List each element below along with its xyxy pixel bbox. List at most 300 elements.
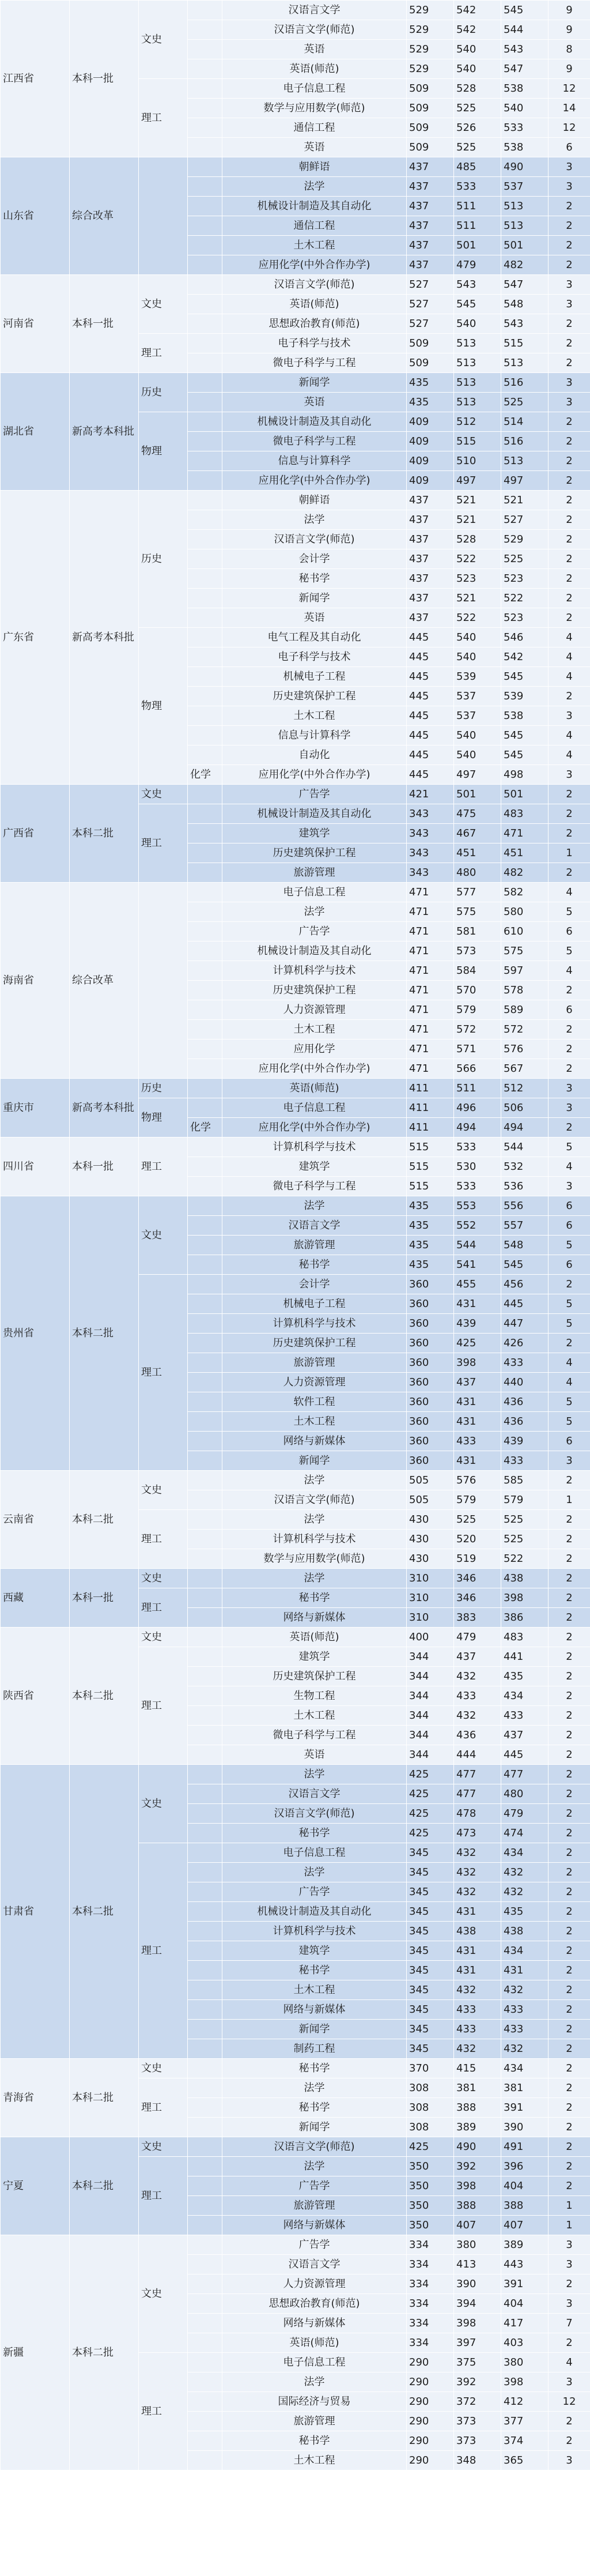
subject-cell (188, 1804, 222, 1824)
max-score-cell: 432 (501, 1863, 549, 1882)
min-score-cell: 521 (454, 510, 501, 530)
batch-line-cell: 505 (407, 1490, 454, 1510)
batch-line-cell: 425 (407, 1804, 454, 1824)
subject-cell (188, 2039, 222, 2059)
max-score-cell: 538 (501, 79, 549, 99)
count-cell: 2 (549, 314, 590, 334)
subject-cell (188, 843, 222, 863)
batch-line-cell: 360 (407, 1392, 454, 1412)
min-score-cell: 431 (454, 1392, 501, 1412)
count-cell: 2 (549, 589, 590, 608)
min-score-cell: 431 (454, 1941, 501, 1961)
batch-line-cell: 471 (407, 981, 454, 1000)
min-score-cell: 437 (454, 1373, 501, 1392)
count-cell: 3 (549, 1098, 590, 1118)
major-cell: 电气工程及其自动化 (222, 628, 407, 647)
subject-cell (188, 2412, 222, 2431)
batch-line-cell: 345 (407, 1882, 454, 1902)
major-cell: 数学与应用数学(师范) (222, 99, 407, 118)
subject-cell (188, 1138, 222, 1157)
min-score-cell: 479 (454, 1628, 501, 1647)
max-score-cell: 443 (501, 2255, 549, 2274)
min-score-cell: 394 (454, 2294, 501, 2314)
max-score-cell: 438 (501, 1922, 549, 1941)
subject-cell (188, 1647, 222, 1667)
major-cell: 机械设计制造及其自动化 (222, 197, 407, 216)
count-cell: 2 (549, 1765, 590, 1784)
subject-cell (188, 2216, 222, 2235)
province-cell: 重庆市 (1, 1079, 70, 1138)
count-cell: 2 (549, 1902, 590, 1922)
min-score-cell: 479 (454, 255, 501, 275)
max-score-cell: 434 (501, 1941, 549, 1961)
major-cell: 英语 (222, 608, 407, 628)
major-cell: 电子科学与技术 (222, 647, 407, 667)
batch-line-cell: 435 (407, 393, 454, 412)
subject-cell (188, 1432, 222, 1451)
count-cell: 2 (549, 1588, 590, 1608)
major-cell: 法学 (222, 1196, 407, 1216)
max-score-cell: 497 (501, 471, 549, 491)
batch-line-cell: 345 (407, 1922, 454, 1941)
max-score-cell: 501 (501, 236, 549, 255)
subject-cell (188, 1177, 222, 1196)
min-score-cell: 537 (454, 706, 501, 726)
major-cell: 新闻学 (222, 2118, 407, 2137)
table-row (1, 373, 590, 393)
max-score-cell: 440 (501, 1373, 549, 1392)
batch-line-cell: 308 (407, 2118, 454, 2137)
min-score-cell: 388 (454, 2196, 501, 2216)
major-cell: 人力资源管理 (222, 1373, 407, 1392)
batch-line-cell: 509 (407, 138, 454, 157)
batch-line-cell: 345 (407, 2000, 454, 2020)
max-score-cell: 434 (501, 1843, 549, 1863)
batch-line-cell: 425 (407, 1765, 454, 1784)
major-cell: 网络与新媒体 (222, 1608, 407, 1628)
subject-cell (188, 118, 222, 138)
batch-cell: 本科一批 (70, 275, 139, 373)
batch-line-cell: 360 (407, 1294, 454, 1314)
major-cell: 网络与新媒体 (222, 1432, 407, 1451)
batch-line-cell: 425 (407, 1784, 454, 1804)
count-cell: 2 (549, 197, 590, 216)
count-cell: 4 (549, 1157, 590, 1177)
count-cell: 2 (549, 1040, 590, 1059)
max-score-cell: 575 (501, 941, 549, 961)
min-score-cell: 571 (454, 1040, 501, 1059)
min-score-cell: 572 (454, 1020, 501, 1040)
max-score-cell: 471 (501, 824, 549, 843)
major-cell: 计算机科学与技术 (222, 1922, 407, 1941)
batch-line-cell: 437 (407, 510, 454, 530)
table-row (1, 1765, 590, 1784)
major-cell: 应用化学(中外合作办学) (222, 255, 407, 275)
max-score-cell: 579 (501, 1490, 549, 1510)
batch-line-cell: 437 (407, 177, 454, 197)
province-cell: 云南省 (1, 1471, 70, 1569)
batch-line-cell: 471 (407, 961, 454, 981)
count-cell: 2 (549, 2431, 590, 2451)
count-cell: 2 (549, 1020, 590, 1040)
subject-cell (188, 216, 222, 236)
major-cell: 法学 (222, 902, 407, 922)
subject-cell (188, 1098, 222, 1118)
batch-line-cell: 360 (407, 1373, 454, 1392)
batch-line-cell: 334 (407, 2274, 454, 2294)
batch-line-cell: 345 (407, 1843, 454, 1863)
min-score-cell: 373 (454, 2412, 501, 2431)
max-score-cell: 381 (501, 2078, 549, 2098)
major-cell: 新闻学 (222, 1451, 407, 1471)
max-score-cell: 479 (501, 1804, 549, 1824)
max-score-cell: 537 (501, 177, 549, 197)
major-cell: 机械设计制造及其自动化 (222, 412, 407, 432)
batch-line-cell: 343 (407, 824, 454, 843)
subject-cell (188, 2157, 222, 2176)
count-cell: 2 (549, 804, 590, 824)
batch-line-cell: 445 (407, 706, 454, 726)
count-cell: 4 (549, 1373, 590, 1392)
count-cell: 3 (549, 373, 590, 393)
count-cell: 4 (549, 961, 590, 981)
major-cell: 英语(师范) (222, 1079, 407, 1098)
batch-line-cell: 360 (407, 1275, 454, 1294)
count-cell: 2 (549, 2098, 590, 2118)
count-cell: 2 (549, 2157, 590, 2176)
subject-cell (188, 902, 222, 922)
subject-cell (188, 471, 222, 491)
batch-line-cell: 400 (407, 1628, 454, 1647)
major-cell: 微电子科学与工程 (222, 1726, 407, 1745)
count-cell: 1 (549, 843, 590, 863)
major-cell: 人力资源管理 (222, 2274, 407, 2294)
subject-cell (188, 177, 222, 197)
subject-cell (188, 1784, 222, 1804)
major-cell: 微电子科学与工程 (222, 1177, 407, 1196)
track-cell: 理工 (139, 1275, 188, 1471)
min-score-cell: 584 (454, 961, 501, 981)
subject-cell (188, 2098, 222, 2118)
major-cell: 英语(师范) (222, 295, 407, 314)
major-cell: 微电子科学与工程 (222, 353, 407, 373)
major-cell: 网络与新媒体 (222, 2216, 407, 2235)
batch-line-cell: 421 (407, 785, 454, 804)
batch-line-cell: 344 (407, 1647, 454, 1667)
subject-cell (188, 314, 222, 334)
max-score-cell: 494 (501, 1118, 549, 1138)
batch-line-cell: 471 (407, 1059, 454, 1079)
subject-cell (188, 1157, 222, 1177)
subject-cell (188, 20, 222, 40)
min-score-cell: 511 (454, 216, 501, 236)
batch-line-cell: 425 (407, 2137, 454, 2157)
count-cell: 3 (549, 706, 590, 726)
min-score-cell: 431 (454, 1451, 501, 1471)
major-cell: 电子信息工程 (222, 883, 407, 902)
count-cell: 2 (549, 2078, 590, 2098)
subject-cell (188, 1706, 222, 1726)
subject-cell (188, 1216, 222, 1236)
min-score-cell: 437 (454, 1647, 501, 1667)
min-score-cell: 515 (454, 432, 501, 451)
major-cell: 汉语言文学 (222, 2255, 407, 2274)
major-cell: 应用化学(中外合作办学) (222, 1118, 407, 1138)
major-cell: 广告学 (222, 1882, 407, 1902)
max-score-cell: 432 (501, 1980, 549, 2000)
min-score-cell: 432 (454, 1667, 501, 1686)
major-cell: 土木工程 (222, 1020, 407, 1040)
track-cell: 文史 (139, 1569, 188, 1588)
batch-cell: 本科二批 (70, 2059, 139, 2137)
count-cell: 2 (549, 1863, 590, 1882)
batch-line-cell: 345 (407, 2020, 454, 2039)
table-row (1, 2137, 590, 2157)
min-score-cell: 521 (454, 589, 501, 608)
count-cell: 2 (549, 569, 590, 589)
batch-line-cell: 345 (407, 1980, 454, 2000)
count-cell: 2 (549, 824, 590, 843)
max-score-cell: 390 (501, 2118, 549, 2137)
batch-line-cell: 435 (407, 1236, 454, 1255)
max-score-cell: 545 (501, 1255, 549, 1275)
batch-line-cell: 334 (407, 2255, 454, 2274)
subject-cell (188, 2255, 222, 2274)
province-cell: 广西省 (1, 785, 70, 883)
min-score-cell: 533 (454, 1177, 501, 1196)
max-score-cell: 513 (501, 451, 549, 471)
subject-cell (188, 1863, 222, 1882)
subject-cell (188, 1549, 222, 1569)
min-score-cell: 392 (454, 2372, 501, 2392)
max-score-cell: 480 (501, 1784, 549, 1804)
max-score-cell: 522 (501, 589, 549, 608)
count-cell: 5 (549, 1392, 590, 1412)
batch-line-cell: 435 (407, 1255, 454, 1275)
batch-line-cell: 445 (407, 628, 454, 647)
count-cell: 2 (549, 412, 590, 432)
subject-cell (188, 549, 222, 569)
major-cell: 机械设计制造及其自动化 (222, 804, 407, 824)
batch-cell: 本科二批 (70, 1471, 139, 1569)
subject-cell (188, 726, 222, 745)
count-cell: 2 (549, 1647, 590, 1667)
min-score-cell: 539 (454, 667, 501, 687)
count-cell: 2 (549, 1745, 590, 1765)
batch-line-cell: 308 (407, 2078, 454, 2098)
max-score-cell: 388 (501, 2196, 549, 2216)
count-cell: 2 (549, 2020, 590, 2039)
max-score-cell: 506 (501, 1098, 549, 1118)
min-score-cell: 525 (454, 1510, 501, 1530)
count-cell: 2 (549, 334, 590, 353)
count-cell: 2 (549, 2274, 590, 2294)
min-score-cell: 526 (454, 118, 501, 138)
max-score-cell: 386 (501, 1608, 549, 1628)
max-score-cell: 380 (501, 2353, 549, 2372)
max-score-cell: 546 (501, 628, 549, 647)
province-cell: 河南省 (1, 275, 70, 373)
min-score-cell: 477 (454, 1765, 501, 1784)
batch-line-cell: 437 (407, 491, 454, 510)
subject-cell (188, 99, 222, 118)
subject-cell (188, 2314, 222, 2333)
count-cell: 3 (549, 2451, 590, 2470)
major-cell: 法学 (222, 2372, 407, 2392)
subject-cell (188, 412, 222, 432)
table-row (1, 275, 590, 295)
subject-cell (188, 1392, 222, 1412)
major-cell: 法学 (222, 1569, 407, 1588)
major-cell: 秘书学 (222, 2059, 407, 2078)
subject-cell (188, 628, 222, 647)
batch-line-cell: 411 (407, 1079, 454, 1098)
batch-line-cell: 310 (407, 1588, 454, 1608)
subject-cell (188, 1843, 222, 1863)
subject-cell (188, 2020, 222, 2039)
min-score-cell: 497 (454, 471, 501, 491)
batch-line-cell: 445 (407, 667, 454, 687)
track-cell: 理工 (139, 2353, 188, 2470)
min-score-cell: 513 (454, 334, 501, 353)
batch-line-cell: 527 (407, 275, 454, 295)
subject-cell (188, 1530, 222, 1549)
max-score-cell: 431 (501, 1961, 549, 1980)
max-score-cell: 434 (501, 1686, 549, 1706)
major-cell: 土木工程 (222, 1706, 407, 1726)
subject-cell (188, 1255, 222, 1275)
max-score-cell: 523 (501, 608, 549, 628)
min-score-cell: 573 (454, 941, 501, 961)
track-cell: 文史 (139, 275, 188, 334)
count-cell: 9 (549, 1, 590, 20)
major-cell: 网络与新媒体 (222, 2314, 407, 2333)
subject-cell (188, 373, 222, 393)
min-score-cell: 473 (454, 1824, 501, 1843)
subject-cell (188, 1059, 222, 1079)
max-score-cell: 482 (501, 863, 549, 883)
min-score-cell: 439 (454, 1314, 501, 1334)
major-cell: 应用化学 (222, 1040, 407, 1059)
subject-cell (188, 667, 222, 687)
major-cell: 历史建筑保护工程 (222, 687, 407, 706)
min-score-cell: 455 (454, 1275, 501, 1294)
province-cell: 西藏 (1, 1569, 70, 1628)
min-score-cell: 398 (454, 2176, 501, 2196)
count-cell: 12 (549, 118, 590, 138)
min-score-cell: 431 (454, 1412, 501, 1432)
min-score-cell: 523 (454, 569, 501, 589)
max-score-cell: 433 (501, 1353, 549, 1373)
max-score-cell: 513 (501, 216, 549, 236)
table-row (1, 157, 590, 177)
count-cell: 2 (549, 2039, 590, 2059)
major-cell: 英语(师范) (222, 1628, 407, 1647)
batch-cell: 本科二批 (70, 2137, 139, 2235)
table-row (1, 2235, 590, 2255)
min-score-cell: 542 (454, 1, 501, 20)
count-cell: 3 (549, 275, 590, 295)
batch-line-cell: 445 (407, 726, 454, 745)
batch-line-cell: 334 (407, 2333, 454, 2353)
count-cell: 2 (549, 1726, 590, 1745)
subject-cell (188, 510, 222, 530)
batch-line-cell: 445 (407, 647, 454, 667)
min-score-cell: 433 (454, 1432, 501, 1451)
min-score-cell: 383 (454, 1608, 501, 1628)
major-cell: 思想政治教育(师范) (222, 314, 407, 334)
major-cell: 生物工程 (222, 1686, 407, 1706)
batch-line-cell: 529 (407, 1, 454, 20)
max-score-cell: 585 (501, 1471, 549, 1490)
subject-cell (188, 1569, 222, 1588)
min-score-cell: 346 (454, 1588, 501, 1608)
max-score-cell: 491 (501, 2137, 549, 2157)
subject-cell (188, 1334, 222, 1353)
max-score-cell: 578 (501, 981, 549, 1000)
max-score-cell: 398 (501, 1588, 549, 1608)
max-score-cell: 433 (501, 1451, 549, 1471)
subject-cell (188, 353, 222, 373)
province-cell: 宁夏 (1, 2137, 70, 2235)
count-cell: 2 (549, 1059, 590, 1079)
max-score-cell: 548 (501, 295, 549, 314)
batch-line-cell: 437 (407, 608, 454, 628)
min-score-cell: 415 (454, 2059, 501, 2078)
major-cell: 旅游管理 (222, 2196, 407, 2216)
max-score-cell: 412 (501, 2392, 549, 2412)
min-score-cell: 579 (454, 1000, 501, 1020)
min-score-cell: 346 (454, 1569, 501, 1588)
count-cell: 2 (549, 785, 590, 804)
subject-cell (188, 2451, 222, 2470)
max-score-cell: 456 (501, 1275, 549, 1294)
batch-cell: 本科一批 (70, 1569, 139, 1628)
major-cell: 土木工程 (222, 1412, 407, 1432)
max-score-cell: 532 (501, 1157, 549, 1177)
max-score-cell: 391 (501, 2274, 549, 2294)
min-score-cell: 480 (454, 863, 501, 883)
max-score-cell: 435 (501, 1667, 549, 1686)
min-score-cell: 552 (454, 1216, 501, 1236)
min-score-cell: 388 (454, 2098, 501, 2118)
batch-cell: 新高考本科批 (70, 373, 139, 491)
min-score-cell: 467 (454, 824, 501, 843)
major-cell: 应用化学(中外合作办学) (222, 1059, 407, 1079)
subject-cell (188, 745, 222, 765)
batch-line-cell: 471 (407, 1020, 454, 1040)
max-score-cell: 538 (501, 706, 549, 726)
max-score-cell: 445 (501, 1745, 549, 1765)
subject-cell (188, 1922, 222, 1941)
major-cell: 法学 (222, 510, 407, 530)
table-row (1, 883, 590, 902)
min-score-cell: 451 (454, 843, 501, 863)
count-cell: 2 (549, 2333, 590, 2353)
max-score-cell: 417 (501, 2314, 549, 2333)
major-cell: 旅游管理 (222, 1236, 407, 1255)
max-score-cell: 515 (501, 334, 549, 353)
batch-line-cell: 515 (407, 1177, 454, 1196)
batch-line-cell: 350 (407, 2157, 454, 2176)
count-cell: 1 (549, 2216, 590, 2235)
min-score-cell: 577 (454, 883, 501, 902)
batch-line-cell: 445 (407, 687, 454, 706)
min-score-cell: 407 (454, 2216, 501, 2235)
count-cell: 2 (549, 2118, 590, 2137)
count-cell: 2 (549, 1275, 590, 1294)
max-score-cell: 432 (501, 1882, 549, 1902)
